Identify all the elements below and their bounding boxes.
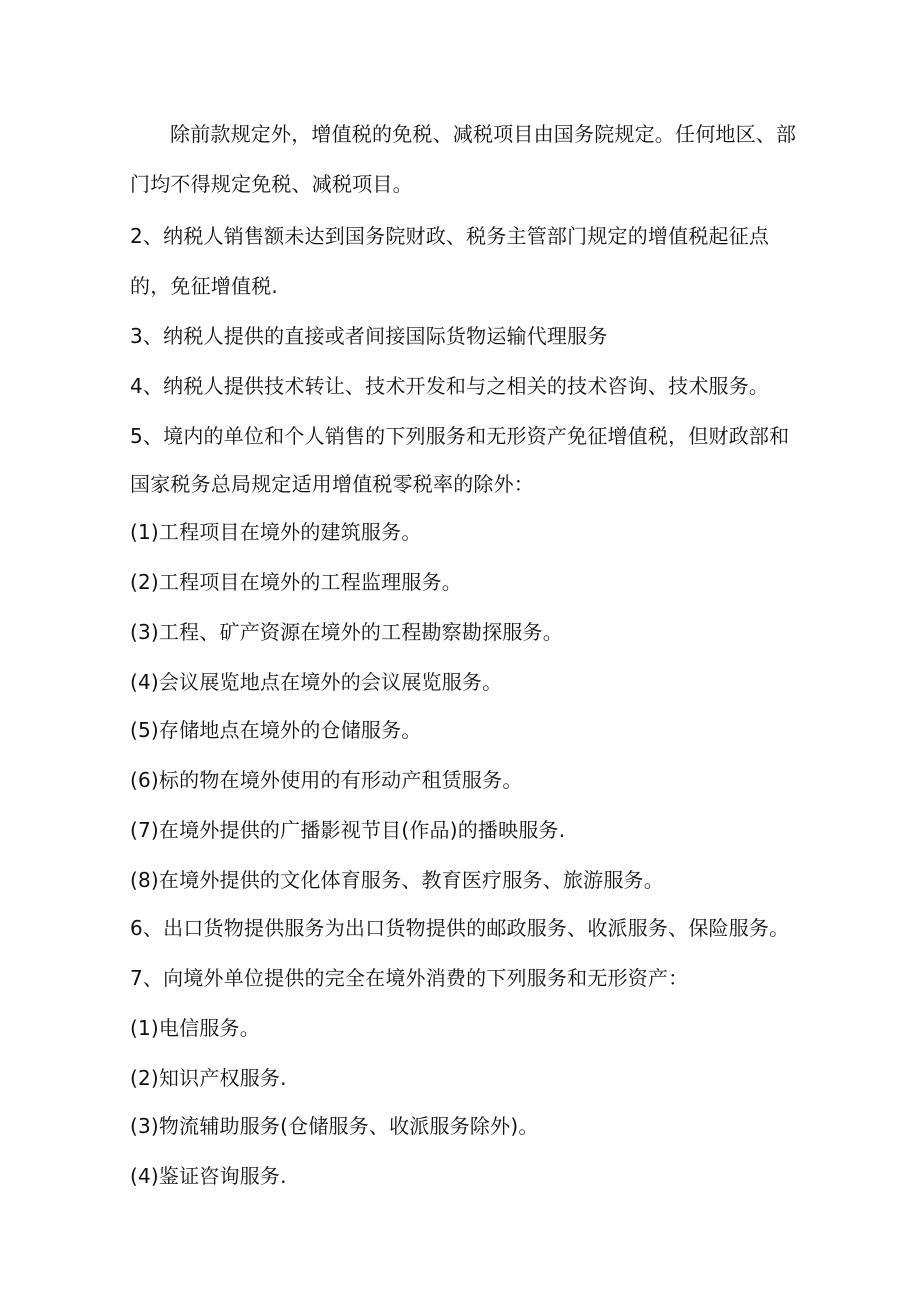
sub-item-7-3: (3)物流辅助服务(仓储服务、收派服务除外)。	[130, 1114, 539, 1138]
sub-item-5-7: (7)在境外提供的广播影视节目(作品)的播映服务.	[130, 818, 566, 842]
list-item-7: 7、向境外单位提供的完全在境外消费的下列服务和无形资产：	[130, 966, 689, 990]
sub-item-5-5: (5)存储地点在境外的仓储服务。	[130, 718, 422, 742]
list-item-3: 3、纳税人提供的直接或者间接国际货物运输代理服务	[130, 324, 608, 348]
list-item-4: 4、纳税人提供技术转让、技术开发和与之相关的技术咨询、技术服务。	[130, 374, 770, 398]
sub-item-5-3: (3)工程、矿产资源在境外的工程勘察勘探服务。	[130, 620, 563, 644]
sub-item-5-1: (1)工程项目在境外的建筑服务。	[130, 520, 422, 544]
sub-item-5-8: (8)在境外提供的文化体育服务、教育医疗服务、旅游服务。	[130, 868, 664, 892]
paragraph-line-2: 门均不得规定免税、减税项目。	[130, 172, 413, 196]
paragraph-line-1: 除前款规定外，增值税的免税、减税项目由国务院规定。任何地区、部	[170, 122, 797, 146]
sub-item-7-1: (1)电信服务。	[130, 1016, 260, 1040]
sub-item-5-6: (6)标的物在境外使用的有形动产租赁服务。	[130, 768, 523, 792]
sub-item-7-2: (2)知识产权服务.	[130, 1066, 287, 1090]
sub-item-5-4: (4)会议展览地点在境外的会议展览服务。	[130, 670, 503, 694]
sub-item-5-2: (2)工程项目在境外的工程监理服务。	[130, 570, 462, 594]
list-item-5-line-2: 国家税务总局规定适用增值税零税率的除外：	[130, 472, 534, 496]
sub-item-7-4: (4)鉴证咨询服务.	[130, 1164, 287, 1188]
list-item-2-line-1: 2、纳税人销售额未达到国务院财政、税务主管部门规定的增值税起征点	[130, 224, 770, 248]
list-item-5-line-1: 5、境内的单位和个人销售的下列服务和无形资产免征增值税，但财政部和	[130, 424, 790, 448]
list-item-6: 6、出口货物提供服务为出口货物提供的邮政服务、收派服务、保险服务。	[130, 916, 790, 940]
list-item-2-line-2: 的，免征增值税.	[130, 274, 278, 298]
